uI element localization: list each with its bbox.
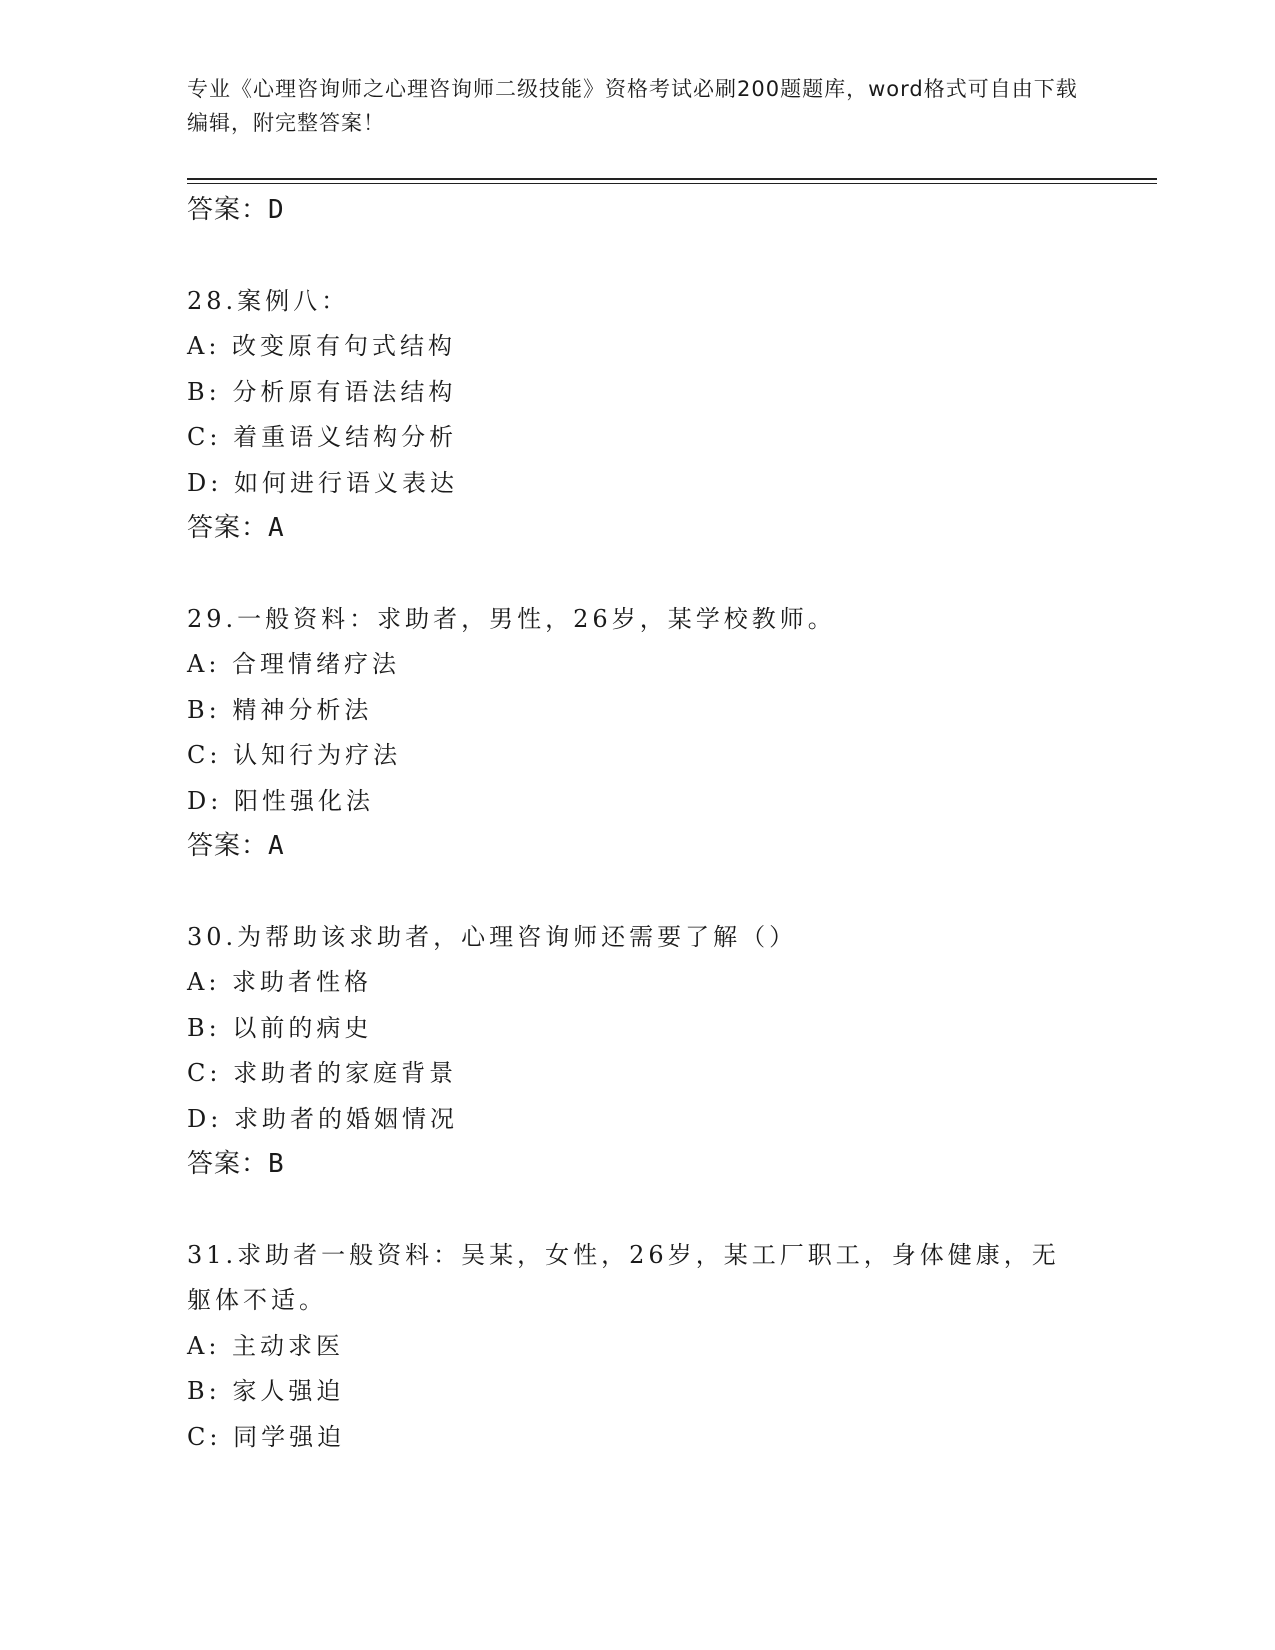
- header-divider-thin: [187, 183, 1157, 184]
- header-divider-thick: [187, 178, 1157, 180]
- question-option: B: 以前的病史: [187, 1013, 373, 1042]
- document-page: [187, 0, 1157, 1650]
- answer-line: [187, 506, 1157, 552]
- answer-value: A: [268, 513, 285, 543]
- question-option: D: 如何进行语义表达: [187, 468, 458, 497]
- question-stem: 30.为帮助该求助者，心理咨询师还需要了解（）: [187, 922, 798, 951]
- question-block: [187, 1233, 1157, 1461]
- answer-line: [187, 824, 1157, 870]
- question-block: [187, 915, 1157, 1188]
- question-option: A: 合理情绪疗法: [187, 650, 401, 678]
- question-block: [187, 279, 1157, 552]
- answer-label: 答案：: [187, 513, 269, 543]
- answer-line: [187, 188, 1157, 234]
- question-option: D: 阳性强化法: [187, 786, 374, 815]
- question-block: [187, 597, 1157, 870]
- question-option: A: 主动求医: [187, 1331, 345, 1360]
- question-option: B: 家人强迫: [187, 1377, 345, 1405]
- question-stem: 31.求助者一般资料：吴某，女性，26岁，某工厂职工，身体健康，无躯体不适。: [187, 1240, 1060, 1314]
- question-option: C: 着重语义结构分析: [187, 423, 458, 451]
- question-option: C: 认知行为疗法: [187, 741, 402, 769]
- answer-label: 答案：: [187, 1149, 269, 1179]
- answer-label: 答案：: [187, 195, 269, 225]
- question-option: B: 分析原有语法结构: [187, 377, 457, 406]
- answer-line: [187, 1142, 1157, 1188]
- document-header: 专业《心理咨询师之心理咨询师二级技能》资格考试必刷200题题库，word格式可自由下载编辑，附完整答案！: [187, 77, 1078, 135]
- question-option: A: 求助者性格: [187, 968, 373, 996]
- question-stem: 28.案例八：: [187, 286, 350, 315]
- question-list: [187, 188, 1157, 1460]
- question-stem: 29.一般资料：求助者，男性，26岁，某学校教师。: [187, 604, 836, 633]
- answer-value: D: [268, 195, 285, 225]
- question-option: C: 求助者的家庭背景: [187, 1059, 458, 1087]
- question-option: B: 精神分析法: [187, 695, 373, 724]
- question-option: C: 同学强迫: [187, 1422, 346, 1451]
- answer-value: A: [268, 831, 285, 861]
- answer-label: 答案：: [187, 831, 269, 861]
- question-option: A: 改变原有句式结构: [187, 332, 457, 360]
- answer-value: B: [268, 1149, 285, 1179]
- question-option: D: 求助者的婚姻情况: [187, 1104, 458, 1133]
